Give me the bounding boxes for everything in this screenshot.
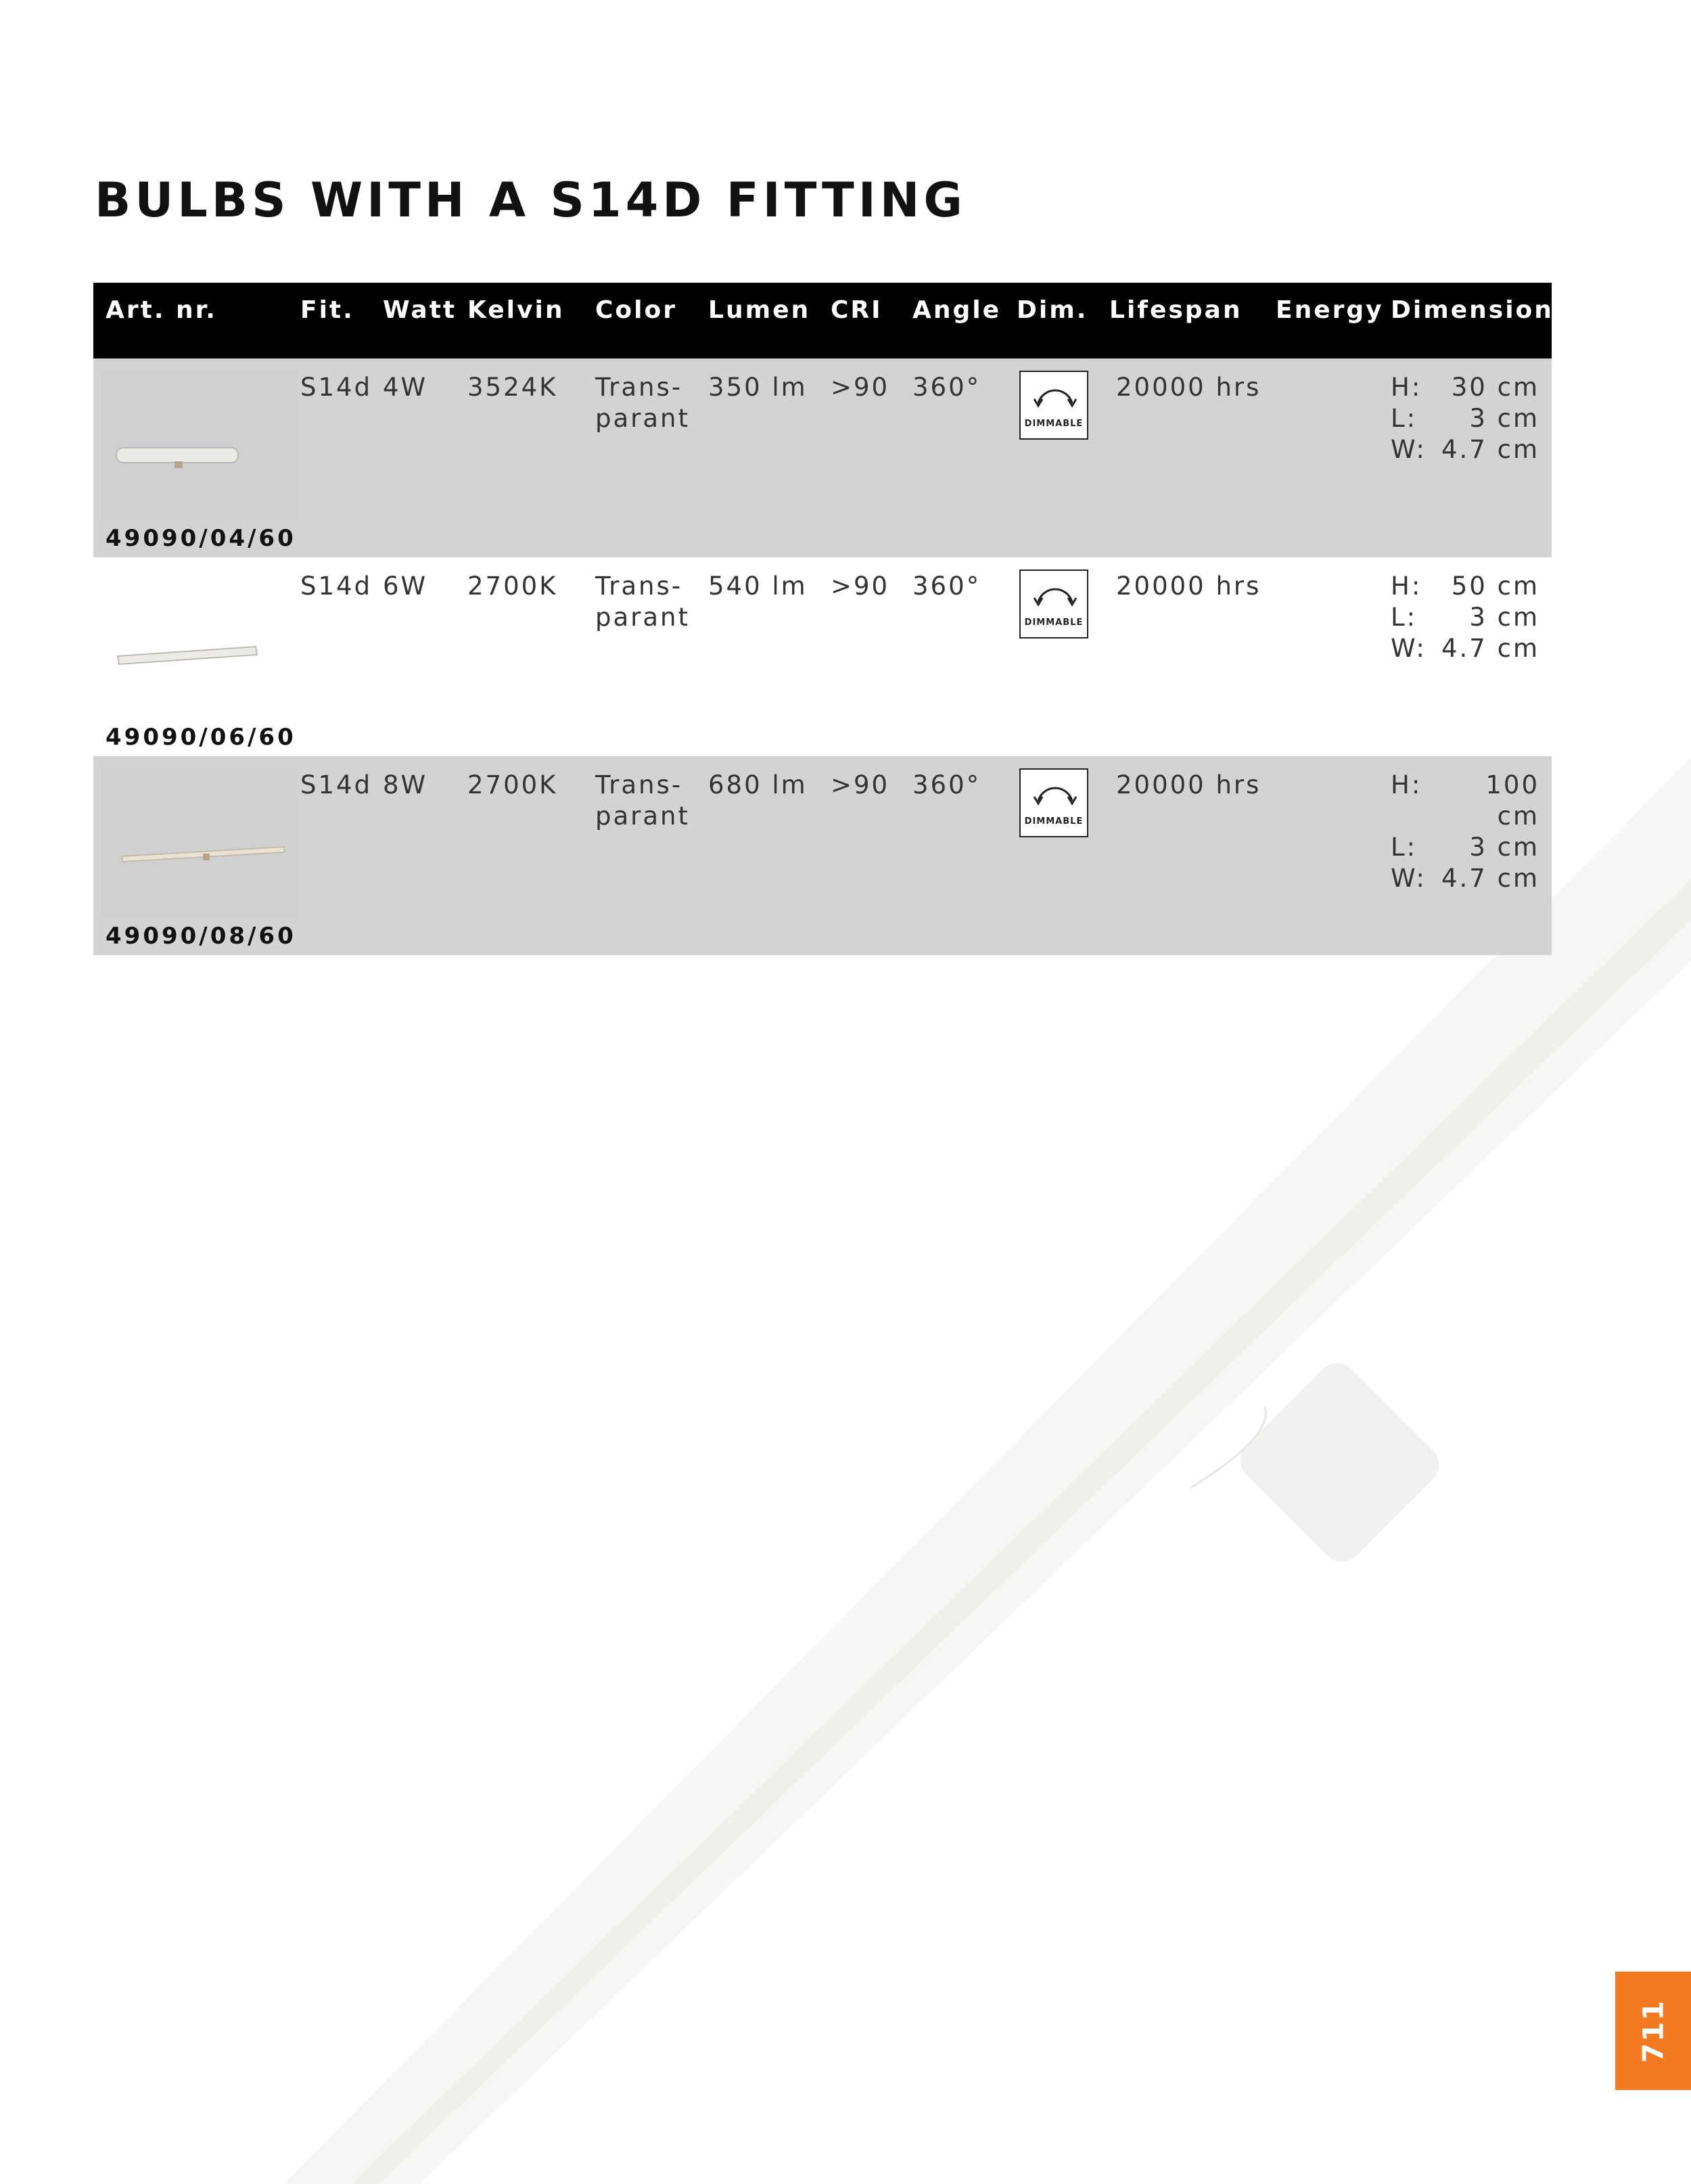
dimmable-label: DIMMABLE bbox=[1024, 816, 1084, 827]
dimmable-label: DIMMABLE bbox=[1024, 618, 1084, 628]
bulb-thumbnail bbox=[101, 570, 298, 718]
dim-l-value: 3 cm bbox=[1469, 404, 1539, 433]
cell-angle: 360° bbox=[912, 373, 981, 402]
article-number: 49090/04/60 bbox=[106, 525, 296, 552]
cell-color bbox=[595, 372, 690, 434]
dim-h-label: H: bbox=[1391, 373, 1422, 402]
dimmable-arc-icon bbox=[1033, 776, 1078, 809]
dimmable-arc-icon bbox=[1033, 379, 1078, 411]
header-angle: Angle bbox=[912, 296, 1002, 324]
cell-kelvin: 2700K bbox=[467, 572, 558, 601]
cell-kelvin: 2700K bbox=[467, 770, 558, 799]
cell-lifespan: 20000 hrs bbox=[1116, 373, 1261, 402]
dim-w-label: W: bbox=[1391, 634, 1427, 663]
dim-l-label: L: bbox=[1391, 404, 1418, 433]
table-row bbox=[93, 358, 1552, 557]
cell-kelvin: 3524K bbox=[467, 373, 558, 402]
cell-color-line2: parant bbox=[595, 801, 691, 831]
dim-l-label: L: bbox=[1391, 603, 1418, 632]
dimmable-badge bbox=[1019, 371, 1088, 440]
page-number: 711 bbox=[1636, 1999, 1670, 2063]
header-lumen: Lumen bbox=[708, 296, 811, 324]
cell-color bbox=[595, 770, 690, 832]
dim-l-value: 3 cm bbox=[1469, 603, 1539, 632]
header-art-nr: Art. nr. bbox=[106, 296, 217, 324]
header-dim: Dim. bbox=[1017, 296, 1088, 324]
dim-l-label: L: bbox=[1391, 833, 1418, 862]
dim-h-label: H: bbox=[1391, 770, 1422, 799]
header-energy: Energy bbox=[1276, 296, 1384, 324]
header-kelvin: Kelvin bbox=[467, 296, 565, 324]
cell-cri: >90 bbox=[831, 572, 890, 601]
article-number: 49090/08/60 bbox=[106, 923, 296, 950]
cell-fit: S14d bbox=[300, 770, 373, 799]
dim-h-value: 100 cm bbox=[1485, 770, 1539, 831]
page-title: BULBS WITH A S14D FITTING bbox=[95, 172, 967, 228]
dimmable-badge bbox=[1019, 570, 1088, 638]
dim-h-value: 50 cm bbox=[1451, 572, 1539, 601]
dim-w-label: W: bbox=[1391, 435, 1427, 464]
dim-w-value: 4.7 cm bbox=[1441, 634, 1539, 663]
cell-lifespan: 20000 hrs bbox=[1116, 770, 1261, 799]
cell-watt: 6W bbox=[383, 572, 428, 601]
cell-color-line2: parant bbox=[595, 603, 691, 632]
cell-angle: 360° bbox=[912, 770, 981, 799]
header-color: Color bbox=[595, 296, 677, 324]
header-dimensions: Dimensions bbox=[1391, 296, 1571, 324]
spec-table bbox=[93, 283, 1571, 955]
cell-lumen: 680 lm bbox=[708, 770, 808, 799]
cell-dimensions bbox=[1391, 372, 1539, 465]
cell-watt: 4W bbox=[383, 373, 428, 402]
dimmable-arc-icon bbox=[1033, 578, 1078, 610]
table-row bbox=[93, 557, 1552, 756]
page-number-tab bbox=[1615, 1972, 1691, 2090]
table-row bbox=[93, 756, 1552, 955]
dimmable-label: DIMMABLE bbox=[1024, 419, 1084, 429]
cell-color-line1: Trans- bbox=[595, 373, 683, 402]
cell-angle: 360° bbox=[912, 572, 981, 601]
header-lifespan: Lifespan bbox=[1109, 296, 1243, 324]
cell-color-line2: parant bbox=[595, 404, 691, 433]
cell-fit: S14d bbox=[300, 572, 373, 601]
cell-color-line1: Trans- bbox=[595, 770, 683, 799]
bulb-thumbnail bbox=[101, 768, 298, 917]
header-cri: CRI bbox=[831, 296, 883, 324]
cell-color-line1: Trans- bbox=[595, 572, 683, 601]
dim-w-value: 4.7 cm bbox=[1441, 864, 1539, 893]
dim-l-value: 3 cm bbox=[1469, 833, 1539, 862]
cell-dimensions bbox=[1391, 770, 1539, 894]
cell-lifespan: 20000 hrs bbox=[1116, 572, 1261, 601]
cell-color bbox=[595, 571, 690, 633]
cell-cri: >90 bbox=[831, 373, 890, 402]
header-watt: Watt bbox=[383, 296, 457, 324]
table-header bbox=[93, 283, 1571, 358]
cell-cri: >90 bbox=[831, 770, 890, 799]
dim-h-value: 30 cm bbox=[1451, 373, 1539, 402]
cell-lumen: 350 lm bbox=[708, 373, 808, 402]
header-fit: Fit. bbox=[300, 296, 354, 324]
dim-w-value: 4.7 cm bbox=[1441, 435, 1539, 464]
cell-watt: 8W bbox=[383, 770, 428, 799]
article-number: 49090/06/60 bbox=[106, 724, 296, 751]
cell-lumen: 540 lm bbox=[708, 572, 808, 601]
bulb-thumbnail bbox=[101, 371, 298, 519]
cell-fit: S14d bbox=[300, 373, 373, 402]
dim-h-label: H: bbox=[1391, 572, 1422, 601]
dim-w-label: W: bbox=[1391, 864, 1427, 893]
dimmable-badge bbox=[1019, 768, 1088, 837]
cell-dimensions bbox=[1391, 571, 1539, 664]
